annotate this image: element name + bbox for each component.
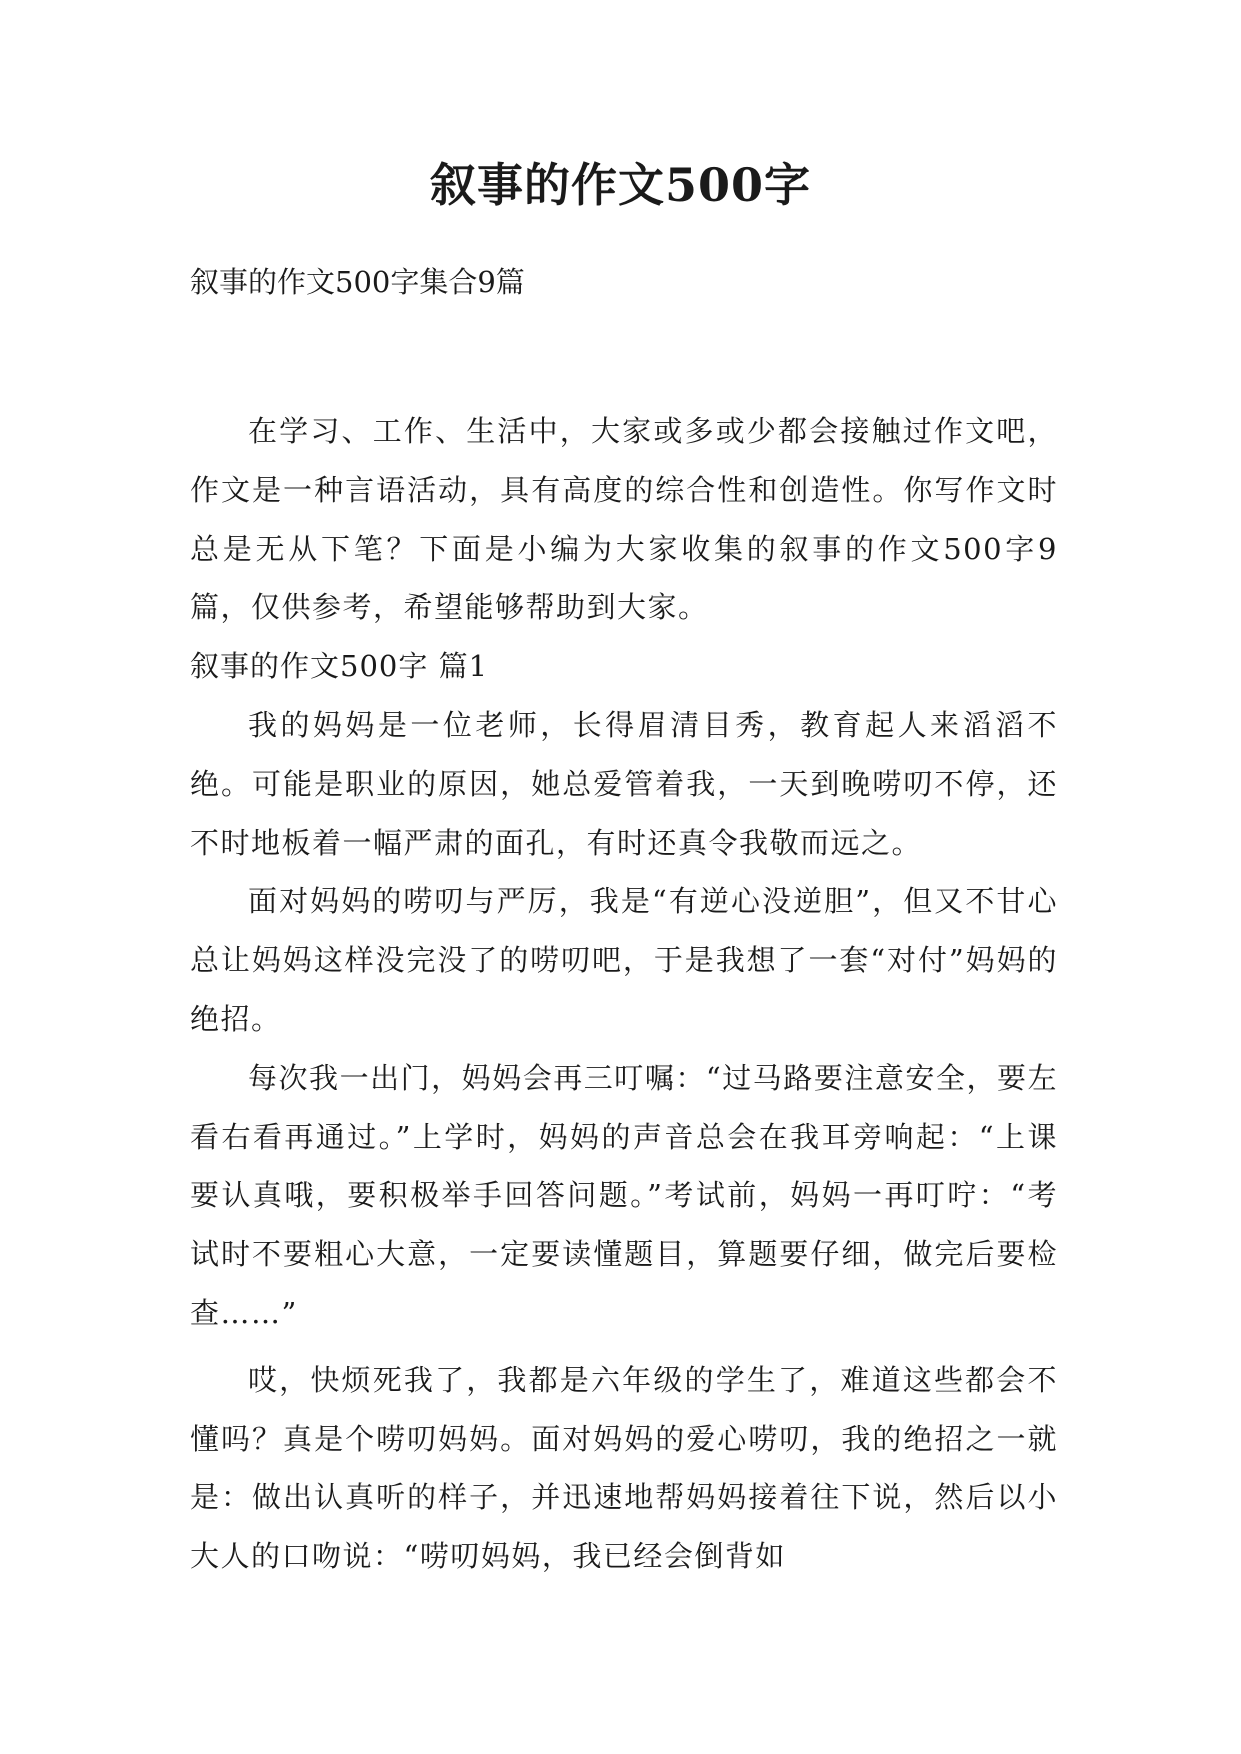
section-heading: 叙事的作文500字 篇1 (190, 649, 489, 684)
body-paragraph: 哎，快烦死我了，我都是六年级的学生了，难道这些都会不懂吗？真是个唠叨妈妈。面对妈妈的爱心唠叨，我的绝招之一就是：做出认真听的样子，并迅速地帮妈妈接着往下说，然后以小大人的口吻说：“唠叨妈妈，我已经会倒背如 (190, 1362, 1058, 1574)
document-title: 叙事的作文500字 (429, 158, 812, 212)
body-paragraph: 我的妈妈是一位老师，长得眉清目秀，教育起人来滔滔不绝。可能是职业的原因，她总爱管着我，一天到晚唠叨不停，还不时地板着一幅严肃的面孔，有时还真令我敬而远之。 (190, 707, 1058, 860)
document-body (190, 402, 1058, 1586)
body-paragraph: 每次我一出门，妈妈会再三叮嘱：“过马路要注意安全，要左看右看再通过。”上学时，妈妈的声音总会在我耳旁响起：“上课要认真哦，要积极举手回答问题。”考试前，妈妈一再叮咛：“考试时不要粗心大意，一定要读懂题目，算题要仔细，做完后要检查……” (190, 1060, 1058, 1330)
body-paragraph: 面对妈妈的唠叨与严厉，我是“有逆心没逆胆”，但又不甘心总让妈妈这样没完没了的唠叨吧，于是我想了一套“对付”妈妈的绝招。 (190, 884, 1058, 1036)
document-subtitle: 叙事的作文500字集合9篇 (190, 265, 525, 299)
intro-paragraph: 在学习、工作、生活中，大家或多或少都会接触过作文吧，作文是一种言语活动，具有高度的综合性和创造性。你写作文时总是无从下笔？下面是小编为大家收集的叙事的作文500字9篇，仅供参考，希望能够帮助到大家。 (190, 414, 1058, 625)
